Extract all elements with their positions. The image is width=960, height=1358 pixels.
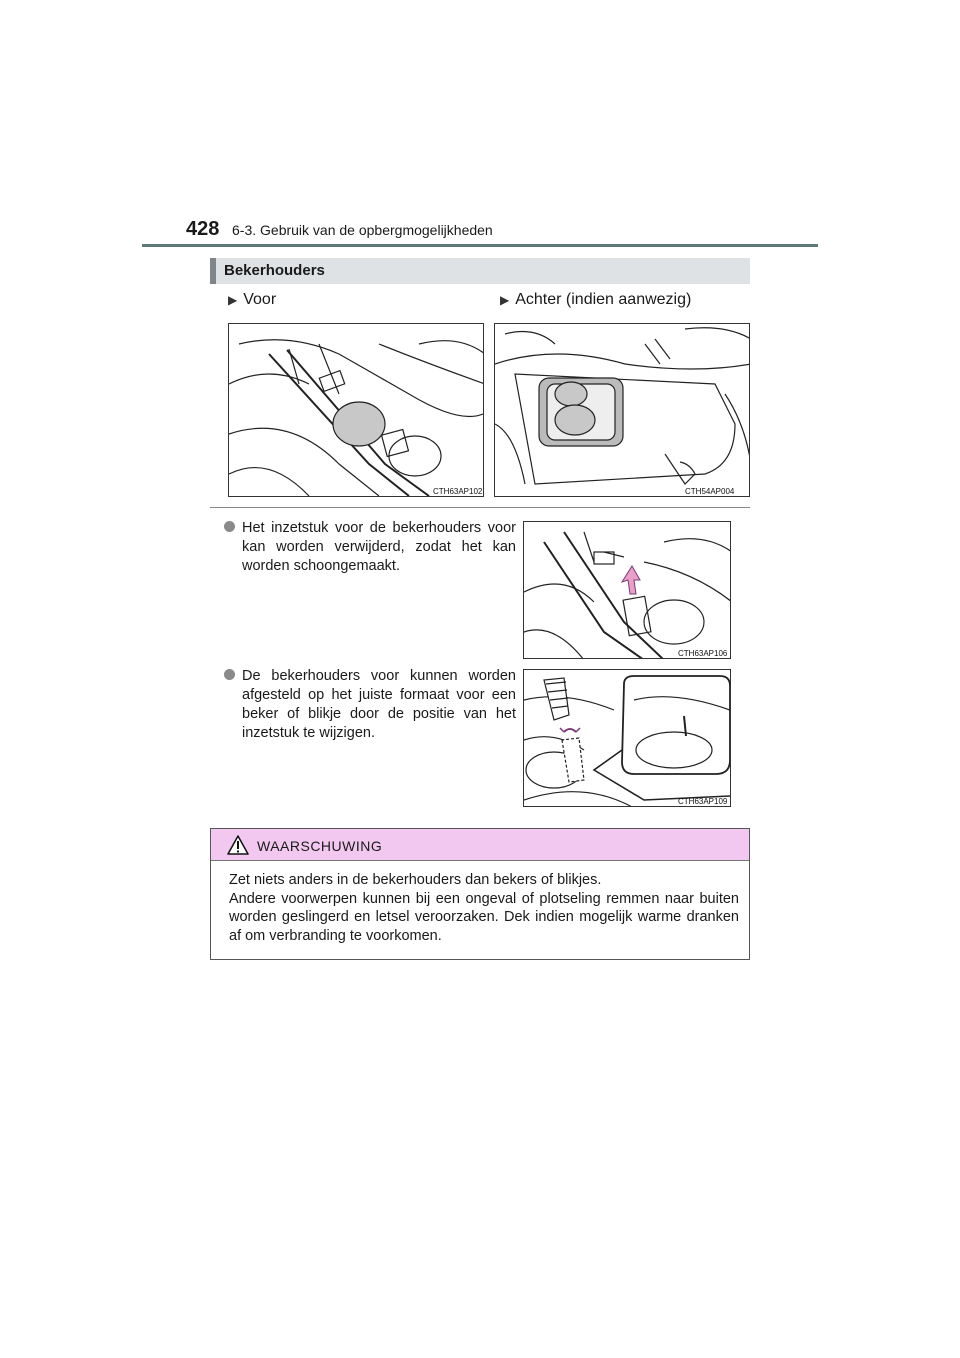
warning-line: Zet niets anders in de bekerhouders dan bekers of blikjes.	[229, 872, 602, 888]
figure-code: CTH63AP109	[678, 797, 728, 806]
bullet-text: Het inzetstuk voor de bekerhouders voor kan worden verwijderd, zodat het kan worden schoongemaakt.	[242, 520, 516, 574]
warning-triangle-icon	[227, 835, 249, 855]
bullet-text: De bekerhouders voor kunnen worden afgesteld op het juiste formaat voor een beker of blikje door de positie van het inzetstuk te wijzigen.	[242, 668, 516, 741]
figure-code: CTH54AP004	[685, 487, 735, 496]
rotate-arrow-icon	[564, 729, 576, 732]
caption-front	[228, 291, 276, 309]
arrow-up-icon	[622, 566, 640, 594]
triangle-bullet-icon: ▶	[500, 293, 510, 307]
insert-adjust-illustration	[524, 670, 731, 807]
page-number: 428	[186, 218, 220, 240]
caption-rear	[500, 291, 691, 309]
warning-line: Andere voorwerpen kunnen bij een ongeval of plotseling remmen naar buiten worden geslingerd en letsel veroorzaken. Dek indien mogelijk warme dranken af om verbranding te voorkomen.	[229, 890, 739, 944]
warning-box	[210, 828, 750, 960]
section-divider	[210, 507, 750, 508]
insert-removal-illustration	[524, 522, 731, 659]
rear-cupholder-illustration	[495, 324, 750, 497]
figure-insert-removal	[523, 521, 731, 659]
figure-insert-adjust	[523, 669, 731, 807]
figure-code: CTH63AP106	[678, 649, 728, 658]
warning-body	[211, 861, 749, 945]
triangle-bullet-icon: ▶	[228, 293, 238, 307]
front-cupholder-illustration	[229, 324, 484, 497]
section-heading-bar	[210, 258, 750, 284]
bullet-dot-icon	[224, 521, 235, 532]
figure-rear-cupholders	[494, 323, 750, 497]
section-title: 6-3. Gebruik van de opbergmogelijkheden	[232, 222, 493, 238]
figure-code: CTH63AP102	[433, 487, 483, 496]
figure-front-cupholders	[228, 323, 484, 497]
warning-title: WAARSCHUWING	[257, 838, 383, 854]
caption-front-label: Voor	[243, 291, 277, 308]
section-heading: Bekerhouders	[224, 262, 325, 279]
bullet-dot-icon	[224, 669, 235, 680]
section-heading-accent	[210, 258, 216, 284]
caption-rear-label: Achter (indien aanwezig)	[515, 291, 692, 308]
bullet-item	[224, 519, 516, 576]
warning-header	[211, 829, 749, 861]
bullet-item	[224, 667, 516, 743]
header-rule	[142, 244, 818, 247]
